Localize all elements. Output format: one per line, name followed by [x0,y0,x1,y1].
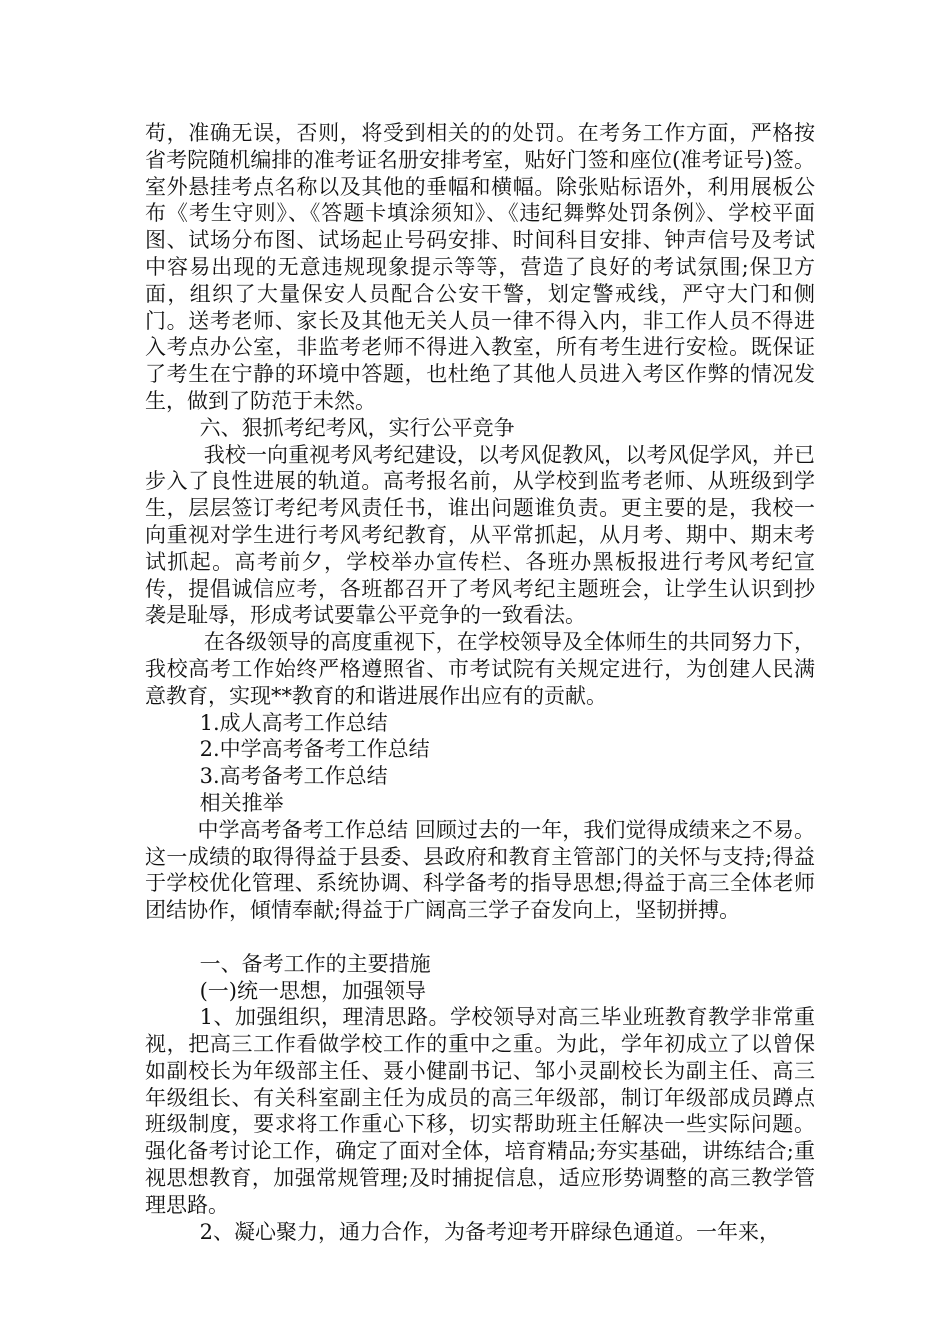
paragraph-review: 中学高考备考工作总结 回顾过去的一年，我们觉得成绩来之不易。这一成绩的取得得益于县委、县政府和教育主管部门的关怀与支持;得益于学校优化管理、系统协调、科学备考的指导思想;得益于高三全体老师团结协作，傾情奉献;得益于广阔高三学子奋发向上，坚韧拼搏。 [145,817,815,923]
heading-unify-thinking: (一)统一思想，加强领导 [199,978,426,1003]
related-link-3[interactable]: 3.高考备考工作总结 [199,764,388,789]
paragraph-organization: 1、加强组织，理清思路。学校领导对高三毕业班教育教学非常重视，把高三工作看做学校工作的重中之重。为此，学年初成立了以曾保如副校长为年级部主任、聂小健副书记、邹小灵副校长为副主任、高三年级组长、有关科室副主任为成员的高三年级部，制订年级部成员蹲点班级制度，要求将工作重心下移，切实帮助班主任解决一些实际问题。强化备考讨论工作，确定了面对全体，培育精品;夯实基础，讲练结合;重视思想教育，加强常规管理;及时捕捉信息，适应形势调整的高三教学管理思路。 [145,1005,815,1217]
paragraph-conclusion: 在各级领导的高度重视下，在学校领导及全体师生的共同努力下，我校高考工作始终严格遵照省、市考试院有关规定进行，为创建人民满意教育，实现**教育的和谐进展作出应有的贡献。 [145,630,815,708]
paragraph-cooperation: 2、凝心聚力，通力合作，为备考迎考开辟绿色通道。一年来， [199,1219,780,1244]
document-body [145,120,815,1245]
related-link-2[interactable]: 2.中学高考备考工作总结 [199,737,430,762]
blank-line [145,924,815,951]
paragraph-exam-affairs: 苟，准确无误，否则，将受到相关的的处罚。在考务工作方面，严格按省考院随机编排的准考证名册安排考室，贴好门签和座位(准考证号)签。室外悬挂考点名称以及其他的垂幅和横幅。除张贴标语外，利用展板公布《考生守则》、《答题卡填涂须知》、《违纪舞弊处罚条例》、学校平面图、试场分布图、试场起止号码安排、时间科目安排、钟声信号及考试中容易出现的无意违规现象提示等等，营造了良好的考试氛围;保卫方面，组织了大量保安人员配合公安干警，划定警戒线，严守大门和侧门。送考老师、家长及其他无关人员一律不得入内，非工作人员不得进入考点办公室，非监考老师不得进入教室，所有考生进行安检。既保证了考生在宁静的环境中答题，也杜绝了其他人员进入考区作弊的情况发生，做到了防范于未然。 [145,121,815,413]
heading-main-measures: 一、备考工作的主要措施 [199,951,431,976]
related-recommend-heading: 相关推举 [199,790,284,815]
heading-discipline: 六、狠抓考纪考风，实行公平竞争 [199,415,515,440]
paragraph-exam-discipline: 我校一向重视考风考纪建设，以考风促教风，以考风促学风，并已步入了良性进展的轨道。高考报名前，从学校到监考老师、从班级到学生，层层签订考纪考风责任书，谁出问题谁负责。更主要的是，我校一向重视对学生进行考风考纪教育，从平常抓起，从月考、期中、期末考试抓起。高考前夕，学校举办宣传栏、各班办黑板报进行考风考纪宣传，提倡诚信应考，各班都召开了考风考纪主题班会，让学生认识到抄袭是耻辱，形成考试要靠公平竞争的一致看法。 [145,442,815,628]
related-link-1[interactable]: 1.成人高考工作总结 [199,710,388,735]
